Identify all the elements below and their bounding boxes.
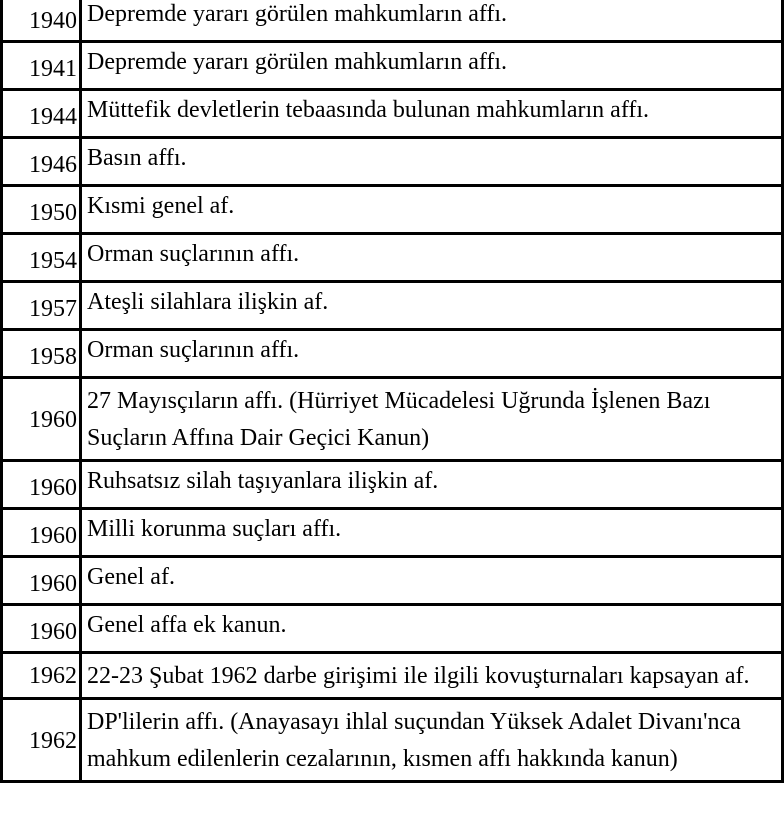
description-cell: Depremde yararı görülen mahkumların affı.	[81, 0, 783, 42]
description-cell: 27 Mayısçıların affı. (Hürriyet Mücadelesi Uğrunda İşlenen Bazı Suçların Affına Dair Geçici Kanun)	[81, 378, 783, 461]
table-row	[2, 509, 783, 557]
table-row	[2, 90, 783, 138]
description-cell: Basın affı.	[81, 138, 783, 186]
table-row	[2, 461, 783, 509]
year-cell: 1941	[2, 42, 81, 90]
description-cell: Kısmi genel af.	[81, 186, 783, 234]
table-row	[2, 234, 783, 282]
description-cell: Müttefik devletlerin tebaasında bulunan mahkumların affı.	[81, 90, 783, 138]
year-cell: 1957	[2, 282, 81, 330]
table-row	[2, 138, 783, 186]
year-cell: 1960	[2, 605, 81, 653]
description-cell: Milli korunma suçları affı.	[81, 509, 783, 557]
table-row	[2, 653, 783, 699]
year-cell: 1960	[2, 557, 81, 605]
description-cell: DP'lilerin affı. (Anayasayı ihlal suçundan Yüksek Adalet Divanı'nca mahkum edilenlerin cezalarının, kısmen affı hakkında kanun)	[81, 699, 783, 782]
table-row	[2, 699, 783, 782]
description-cell: 22-23 Şubat 1962 darbe girişimi ile ilgili kovuşturnaları kapsayan af.	[81, 653, 783, 699]
year-cell: 1944	[2, 90, 81, 138]
table-row	[2, 282, 783, 330]
description-cell: Genel af.	[81, 557, 783, 605]
year-cell: 1950	[2, 186, 81, 234]
table-row	[2, 330, 783, 378]
year-cell: 1958	[2, 330, 81, 378]
description-cell: Orman suçlarının affı.	[81, 330, 783, 378]
table-row	[2, 42, 783, 90]
year-cell: 1960	[2, 461, 81, 509]
year-cell: 1940	[2, 0, 81, 42]
table-row	[2, 378, 783, 461]
year-cell: 1960	[2, 509, 81, 557]
description-cell: Ruhsatsız silah taşıyanlara ilişkin af.	[81, 461, 783, 509]
table-row	[2, 0, 783, 42]
year-cell: 1962	[2, 653, 81, 699]
description-cell: Ateşli silahlara ilişkin af.	[81, 282, 783, 330]
year-cell: 1962	[2, 699, 81, 782]
description-cell: Orman suçlarının affı.	[81, 234, 783, 282]
table-row	[2, 557, 783, 605]
year-cell: 1954	[2, 234, 81, 282]
table-row	[2, 605, 783, 653]
year-cell: 1960	[2, 378, 81, 461]
table-row	[2, 186, 783, 234]
year-cell: 1946	[2, 138, 81, 186]
description-cell: Genel affa ek kanun.	[81, 605, 783, 653]
description-cell: Depremde yararı görülen mahkumların affı.	[81, 42, 783, 90]
